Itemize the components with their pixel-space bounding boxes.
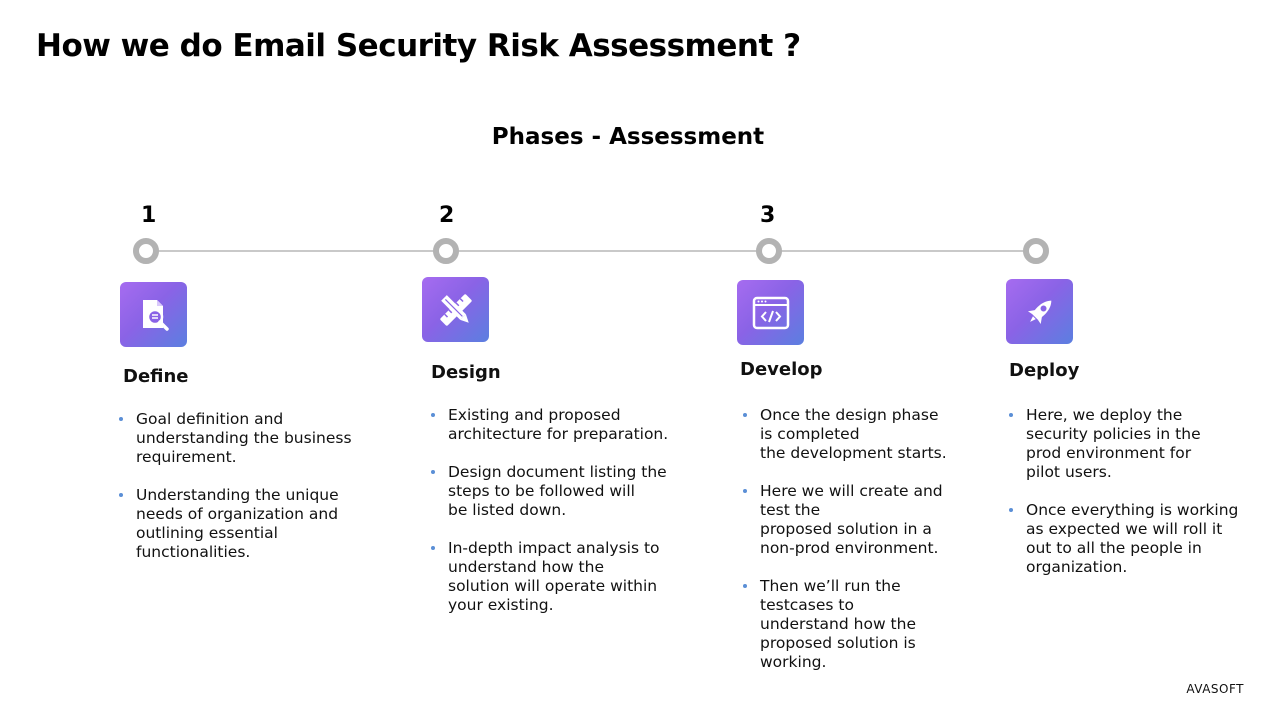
rocket-icon [1006,279,1073,344]
phase-develop-bullets [742,406,982,691]
phase-define-bullets [118,410,388,581]
phase-number-1: 1 [141,203,157,228]
list-item: In-depth impact analysis to understand how the solution will operate within your existing. [430,539,710,615]
timeline-node-3 [756,238,782,264]
timeline-node-4 [1023,238,1049,264]
timeline-line [147,250,1037,252]
phase-title-define: Define [123,366,189,387]
phase-design-bullets [430,406,710,634]
pencil-ruler-icon [422,277,489,342]
phase-number-3: 3 [760,203,776,228]
phase-title-develop: Develop [740,359,823,380]
phase-number-2: 2 [439,203,455,228]
timeline-node-2 [433,238,459,264]
timeline-node-1 [133,238,159,264]
list-item: Here we will create and test the proposed solution in a non-prod environment. [742,482,982,558]
brand-logo-text: AVASOFT [1186,682,1244,696]
code-window-icon [737,280,804,345]
phase-title-deploy: Deploy [1009,360,1080,381]
list-item: Once the design phase is completed the development starts. [742,406,982,463]
list-item: Once everything is working as expected we will roll it out to all the people in organization. [1008,501,1258,577]
list-item: Understanding the unique needs of organization and outlining essential functionalities. [118,486,388,562]
phase-deploy-bullets [1008,406,1258,596]
diagram-subtitle: Phases - Assessment [491,124,765,150]
list-item: Design document listing the steps to be followed will be listed down. [430,463,710,520]
list-item: Here, we deploy the security policies in the prod environment for pilot users. [1008,406,1258,482]
phase-title-design: Design [431,362,501,383]
list-item: Existing and proposed architecture for preparation. [430,406,710,444]
list-item: Then we’ll run the testcases to understand how the proposed solution is working. [742,577,982,672]
list-item: Goal definition and understanding the business requirement. [118,410,388,467]
page-title: How we do Email Security Risk Assessment ? [36,28,801,64]
document-search-icon [120,282,187,347]
